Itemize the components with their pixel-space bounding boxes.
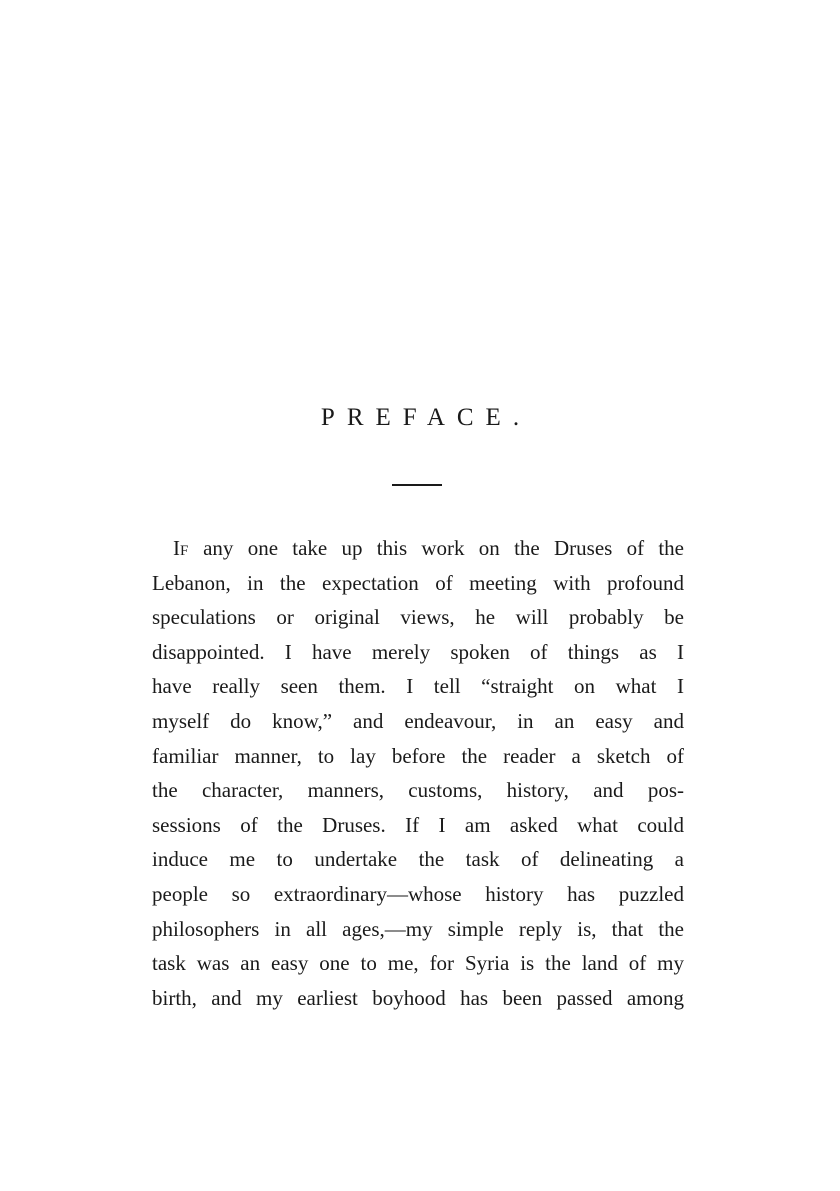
text-line: people so extraordinary—whose history has puzzled [152,881,684,906]
heading-rule [392,484,442,486]
text-line: have really seen them. I tell “straight on what I [152,674,684,699]
small-caps-letter: F [180,543,189,559]
text-line: disappointed. I have merely spoken of things as I [152,639,684,664]
first-line-rest: any one take up this work on the Druses of the [188,536,684,560]
text-line: myself do know,” and endeavour, in an easy and [152,708,684,733]
text-line: task was an easy one to me, for Syria is the land of my [152,951,684,976]
text-line: philosophers in all ages,—my simple reply is, that the [152,916,684,941]
text-line: induce me to undertake the task of delineating a [152,847,684,872]
text-line: speculations or original views, he will probably be [152,605,684,630]
text-line: sessions of the Druses. If I am asked what could [152,812,684,837]
text-line: birth, and my earliest boyhood has been passed among [152,985,684,1010]
page-heading: PREFACE. [320,404,532,431]
text-line: the character, manners, customs, history, and pos- [152,778,684,803]
text-line: Lebanon, in the expectation of meeting with profound [152,570,684,595]
initial-letter: I [173,536,180,560]
text-line [152,531,684,566]
text-line: familiar manner, to lay before the reader a sketch of [152,743,684,768]
body-paragraph [152,531,684,1015]
